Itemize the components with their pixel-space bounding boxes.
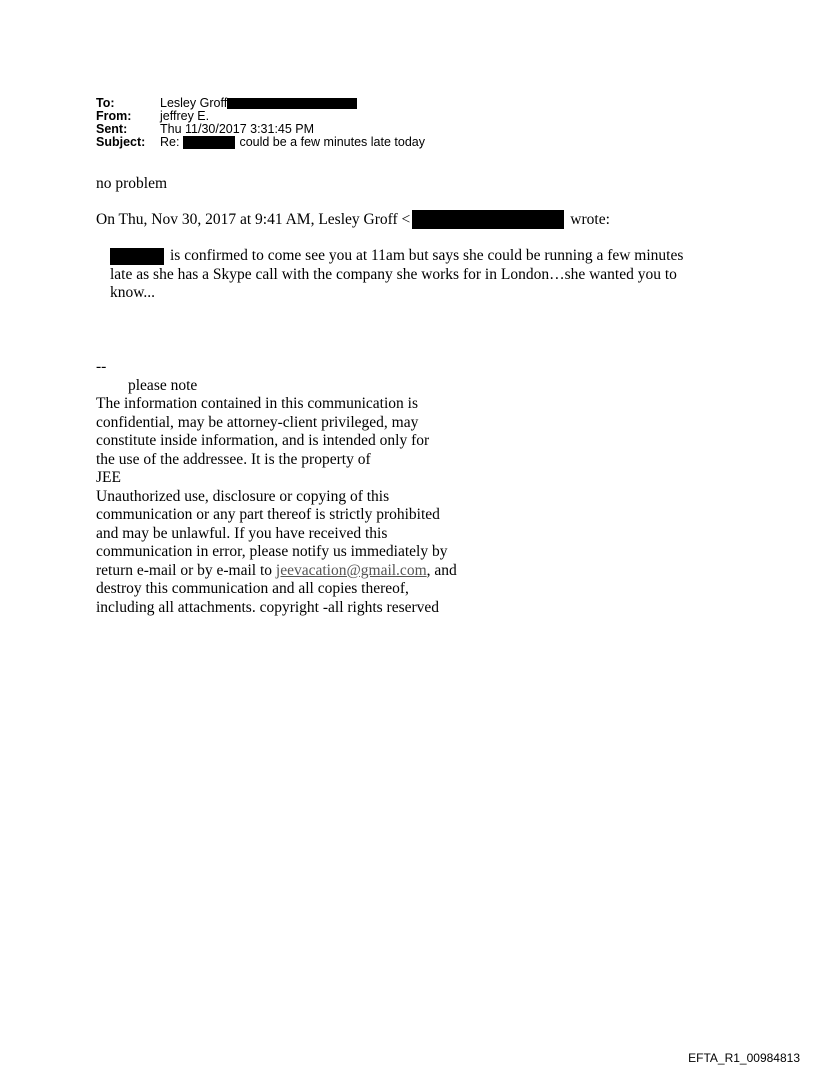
quoted-line-1-text: is confirmed to come see you at 11am but says she could be running a few minutes bbox=[170, 247, 684, 264]
disclaimer-line: confidential, may be attorney-client privileged, may bbox=[96, 413, 419, 431]
disclaimer-line: constitute inside information, and is intended only for bbox=[96, 432, 430, 449]
signature-separator: -- bbox=[96, 358, 107, 375]
subject-prefix: Re: bbox=[160, 135, 180, 149]
signature-block bbox=[96, 358, 457, 617]
sent-value: Thu 11/30/2017 3:31:45 PM bbox=[160, 122, 315, 136]
sent-label: Sent: bbox=[96, 122, 128, 136]
disclaimer-line: and may be unlawful. If you have received this bbox=[96, 524, 388, 542]
email-header bbox=[96, 97, 425, 149]
return-prefix: return e-mail or by e-mail to bbox=[96, 561, 276, 579]
redaction-block bbox=[227, 98, 357, 109]
disclaimer-line: the use of the addressee. It is the property of bbox=[96, 450, 371, 468]
attribution-suffix: wrote: bbox=[570, 210, 610, 228]
to-label: To: bbox=[96, 96, 115, 110]
header-subject-row bbox=[96, 136, 425, 149]
redaction-block bbox=[412, 210, 564, 229]
from-label: From: bbox=[96, 109, 132, 123]
redaction-block bbox=[110, 248, 164, 265]
disclaimer-line: JEE bbox=[96, 469, 121, 486]
from-value: jeffrey E. bbox=[160, 109, 210, 123]
disclaimer-return-line bbox=[96, 562, 457, 581]
return-suffix: , and bbox=[426, 561, 457, 579]
subject-suffix: could be a few minutes late today bbox=[239, 135, 425, 149]
quoted-line-3: know... bbox=[110, 284, 156, 301]
disclaimer-line: communication in error, please notify us immediately by bbox=[96, 543, 448, 560]
disclaimer-line: destroy this communication and all copies thereof, bbox=[96, 580, 409, 597]
quoted-message bbox=[110, 247, 683, 303]
quote-attribution bbox=[96, 210, 610, 229]
attribution-prefix: On Thu, Nov 30, 2017 at 9:41 AM, Lesley Groff < bbox=[96, 210, 411, 228]
document-id: EFTA_R1_00984813 bbox=[688, 1051, 800, 1065]
disclaimer-line: The information contained in this communication is bbox=[96, 395, 418, 412]
redaction-block bbox=[183, 136, 235, 149]
header-to-row bbox=[96, 97, 425, 110]
disclaimer-line: Unauthorized use, disclosure or copying of this bbox=[96, 487, 390, 505]
reply-text: no problem bbox=[96, 175, 168, 192]
subject-label: Subject: bbox=[96, 135, 146, 149]
disclaimer-line: including all attachments. copyright -all rights reserved bbox=[96, 598, 440, 616]
email-link[interactable]: jeevacation@gmail.com bbox=[275, 561, 427, 579]
disclaimer-line: communication or any part thereof is strictly prohibited bbox=[96, 506, 440, 523]
quoted-line bbox=[110, 247, 683, 266]
signature-note: please note bbox=[128, 376, 198, 394]
to-value: Lesley Groff bbox=[160, 96, 228, 110]
quoted-line-2: late as she has a Skype call with the company she works for in London…she wanted you to bbox=[110, 265, 677, 283]
